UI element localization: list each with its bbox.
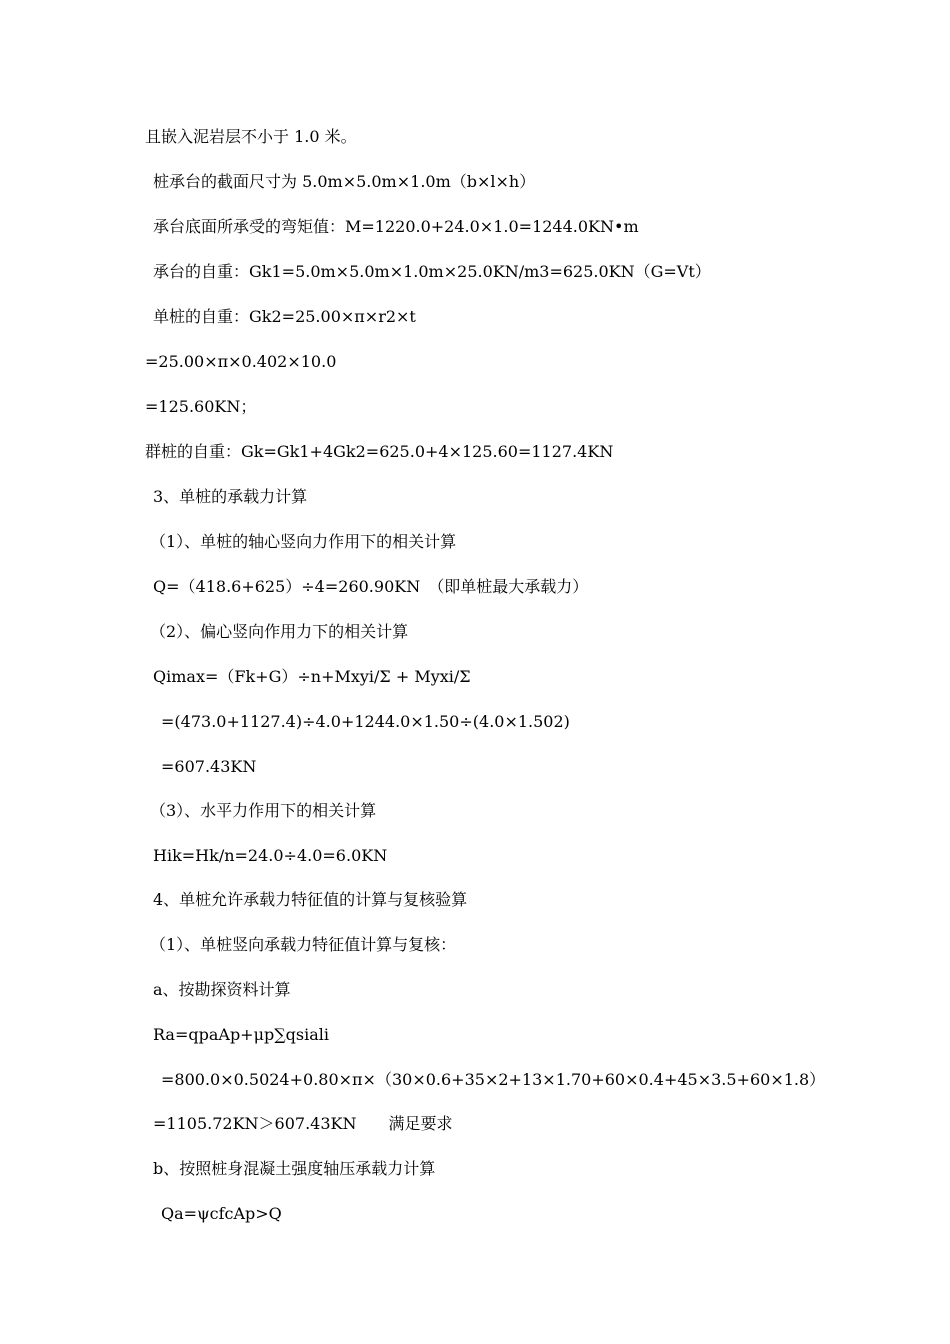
text-line: Q=（418.6+625）÷4=260.90KN （即单桩最大承载力）	[153, 577, 589, 596]
text-line: =125.60KN；	[145, 397, 257, 416]
text-line: b、按照桩身混凝土强度轴压承载力计算	[153, 1159, 436, 1178]
text-line: 承台底面所承受的弯矩值：M=1220.0+24.0×1.0=1244.0KN•m	[153, 217, 639, 236]
subsection-heading: （1）、单桩竖向承载力特征值计算与复核：	[150, 935, 457, 954]
text-line: Qimax=（Fk+G）÷n+Mxyi/Σ + Myxi/Σ	[153, 667, 471, 686]
text-line: =607.43KN	[161, 757, 257, 776]
text-line: 单桩的自重：Gk2=25.00×π×r2×t	[153, 307, 416, 326]
subsection-heading: （3）、水平力作用下的相关计算	[150, 801, 377, 820]
text-line: =1105.72KN＞607.43KN 满足要求	[153, 1114, 453, 1133]
text-line: Ra=qpaAp+μp∑qsiali	[153, 1025, 329, 1044]
text-line: 且嵌入泥岩层不小于 1.0 米。	[145, 127, 357, 146]
subsection-heading: （2）、偏心竖向作用力下的相关计算	[150, 622, 409, 641]
text-line: =25.00×π×0.402×10.0	[145, 352, 337, 371]
section-heading: 4、单桩允许承载力特征值的计算与复核验算	[153, 890, 468, 909]
text-line: =800.0×0.5024+0.80×π×（30×0.6+35×2+13×1.70+60×0.4+45×3.5+60×1.8）	[161, 1070, 826, 1089]
text-line: 承台的自重：Gk1=5.0m×5.0m×1.0m×25.0KN/m3=625.0KN（G=Vt）	[153, 262, 711, 281]
text-line: =(473.0+1127.4)÷4.0+1244.0×1.50÷(4.0×1.502)	[161, 712, 570, 731]
text-line: Qa=ψcfcAp>Q	[161, 1204, 282, 1223]
text-line: a、按勘探资料计算	[153, 980, 291, 999]
subsection-heading: （1）、单桩的轴心竖向力作用下的相关计算	[150, 532, 457, 551]
text-line: 桩承台的截面尺寸为 5.0m×5.0m×1.0m（b×l×h）	[153, 172, 536, 191]
text-line: 群桩的自重：Gk=Gk1+4Gk2=625.0+4×125.60=1127.4KN	[145, 442, 614, 461]
text-line: Hik=Hk/n=24.0÷4.0=6.0KN	[153, 846, 388, 865]
section-heading: 3、单桩的承载力计算	[153, 487, 308, 506]
